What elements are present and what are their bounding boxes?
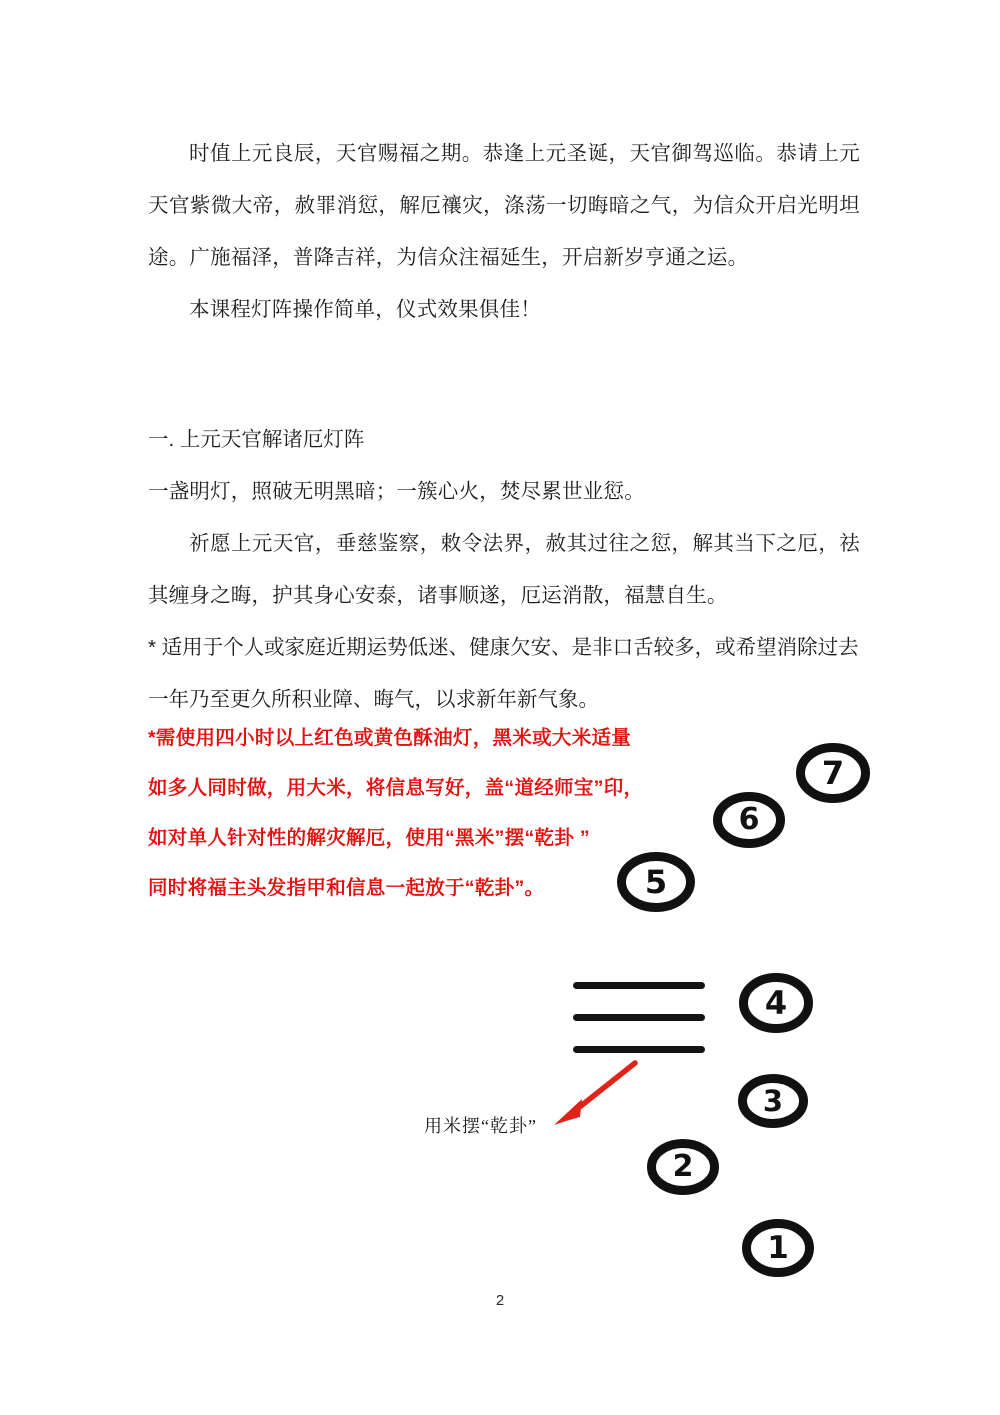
marker-number-label: 7 bbox=[821, 754, 845, 792]
lamp-marker-5 bbox=[616, 851, 696, 913]
paragraph-opening: 时值上元良辰，天官赐福之期。恭逢上元圣诞，天官御驾巡临。恭请上元天官紫微大帝，赦罪消愆，解厄禳灾，涤荡一切晦暗之气，为信众开启光明坦途。广施福泽，普降吉祥，为信众注福延生，开启新岁亨通之运。 bbox=[148, 142, 860, 269]
trigram-bar-top bbox=[573, 982, 705, 989]
note-line-1: * 适用于个人或家庭近期运势低迷、健康欠安、是非口舌较多，或希望消除过去 bbox=[148, 636, 859, 659]
section-spacer bbox=[148, 336, 860, 414]
section-heading-1: 一. 上元天官解诸厄灯阵 bbox=[148, 428, 365, 451]
red-arrow-icon bbox=[540, 1055, 650, 1135]
marker-number-label: 6 bbox=[738, 802, 760, 837]
marker-number-label: 1 bbox=[767, 1229, 789, 1266]
marker-number-label: 4 bbox=[764, 984, 788, 1022]
marker-number-label: 2 bbox=[672, 1149, 694, 1184]
lamp-marker-2 bbox=[646, 1138, 720, 1196]
lamp-marker-1 bbox=[741, 1218, 815, 1278]
marker-number-label: 5 bbox=[644, 863, 668, 901]
paragraph-course-note: 本课程灯阵操作简单，仪式效果俱佳！ bbox=[189, 298, 541, 321]
trigram-bar-bottom bbox=[573, 1046, 705, 1053]
diagram-annotation-label: 用米摆“乾卦” bbox=[424, 1116, 537, 1136]
red-note-3: 如对单人针对性的解灾解厄，使用“黑米”摆“乾卦 ” bbox=[148, 827, 590, 849]
red-note-4: 同时将福主头发指甲和信息一起放于“乾卦”。 bbox=[148, 877, 545, 899]
trigram-bar-middle bbox=[573, 1014, 705, 1021]
lamp-marker-7 bbox=[795, 742, 871, 804]
paragraph-prayer: 祈愿上元天官，垂慈鉴察，敕令法界，赦其过往之愆，解其当下之厄，祛其缠身之晦，护其身心安泰，诸事顺遂，厄运消散，福慧自生。 bbox=[148, 532, 860, 607]
lamp-marker-3 bbox=[737, 1073, 809, 1129]
note-line-2: 一年乃至更久所积业障、晦气，以求新年新气象。 bbox=[148, 688, 599, 711]
paragraph-verse: 一盏明灯，照破无明黑暗；一簇心火，焚尽累世业愆。 bbox=[148, 480, 645, 503]
document-text-column bbox=[148, 128, 860, 726]
red-note-1: *需使用四小时以上红色或黄色酥油灯，黑米或大米适量 bbox=[148, 727, 632, 749]
qian-trigram-diagram bbox=[573, 982, 705, 1053]
red-note-2: 如多人同时做，用大米，将信息写好，盖“道经师宝”印， bbox=[148, 777, 644, 799]
lamp-marker-4 bbox=[738, 972, 814, 1034]
page-number: 2 bbox=[495, 1292, 505, 1309]
lamp-marker-6 bbox=[712, 791, 786, 849]
marker-number-label: 3 bbox=[762, 1083, 784, 1118]
